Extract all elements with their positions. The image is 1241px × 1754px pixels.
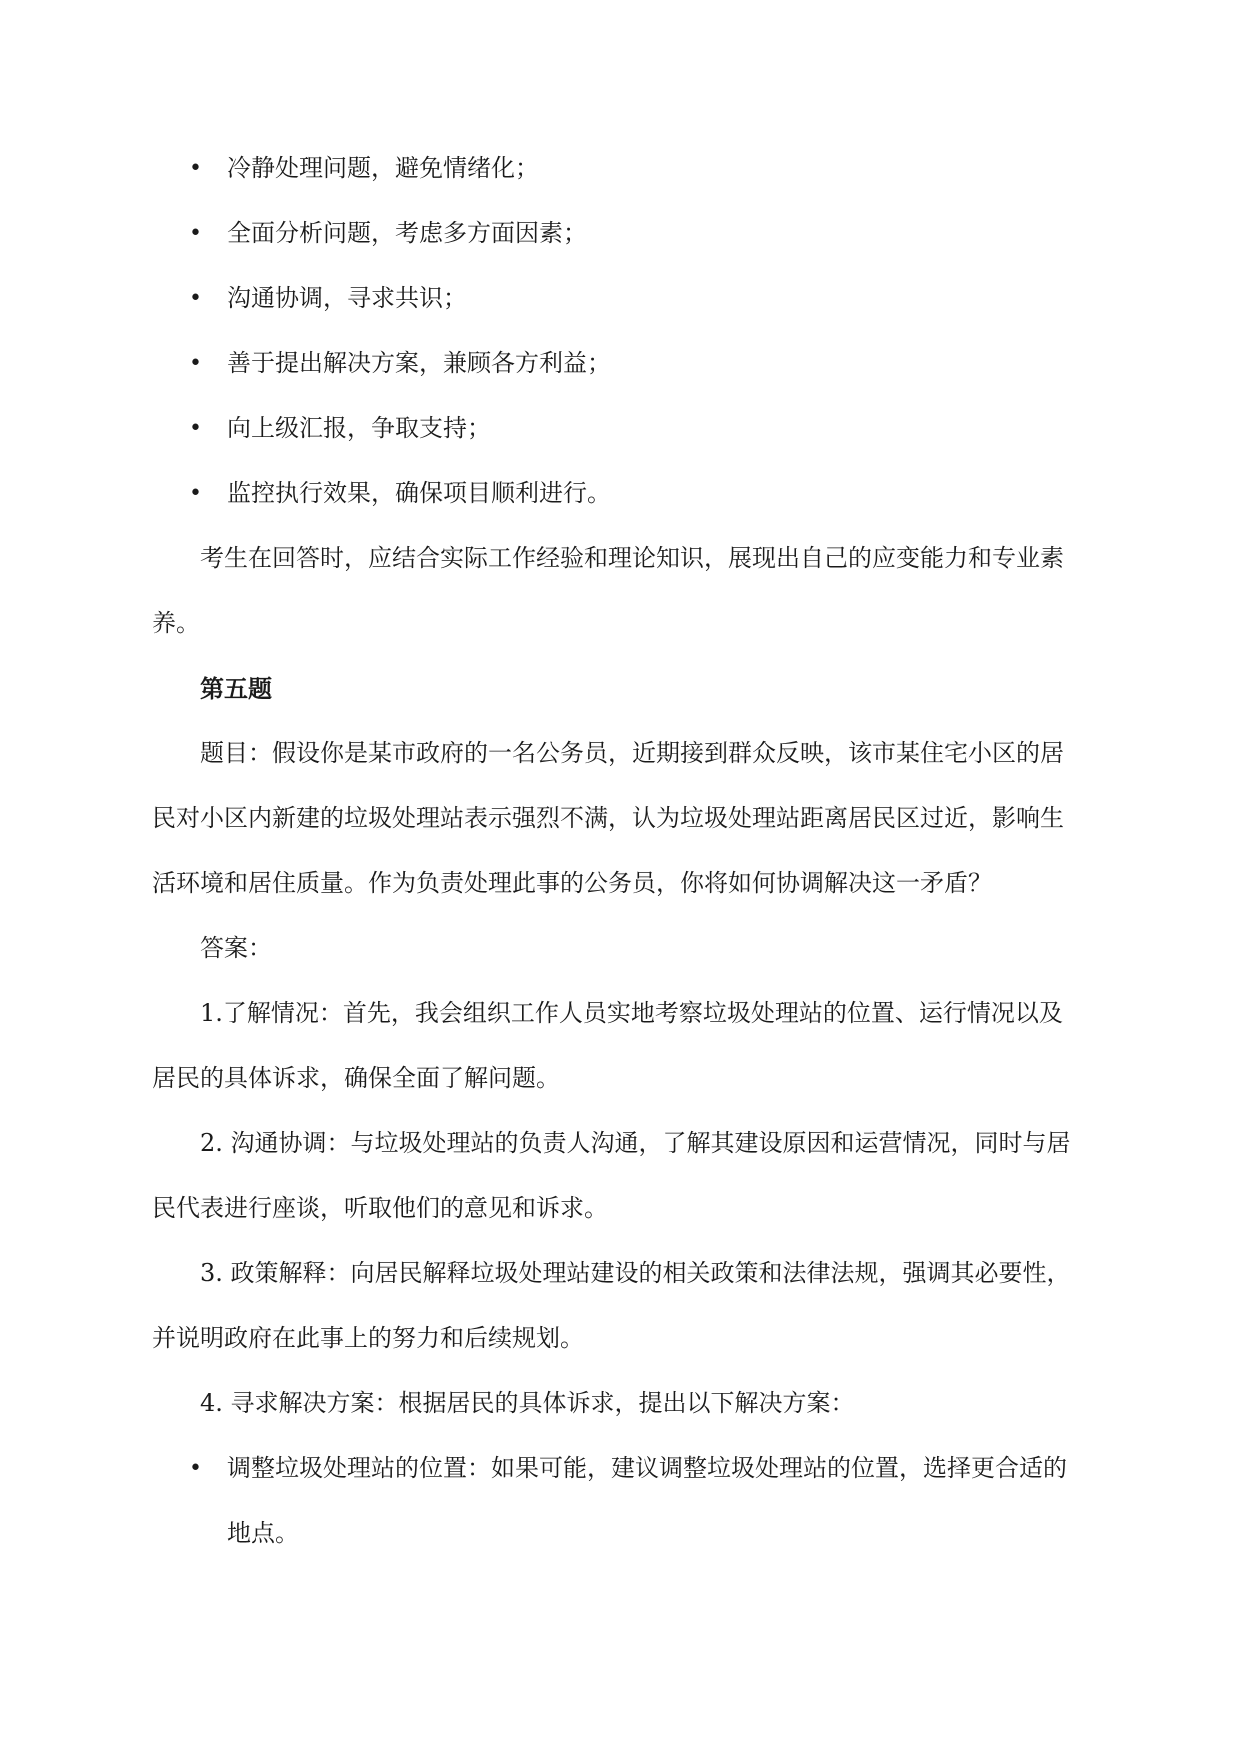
question-line-1: 题目：假设你是某市政府的一名公务员，近期接到群众反映，该市某住宅小区的居 <box>200 739 1064 767</box>
step-2-line-2: 民代表进行座谈，听取他们的意见和诉求。 <box>152 1194 608 1222</box>
bullet-icon: • <box>189 1456 202 1481</box>
step-1-line-1: 1.了解情况：首先，我会组织工作人员实地考察垃圾处理站的位置、运行情况以及 <box>200 999 1063 1027</box>
list-item-text: 全面分析问题，考虑多方面因素； <box>227 219 587 247</box>
list-item <box>152 266 1098 331</box>
list-item-text: 沟通协调，寻求共识； <box>227 284 467 312</box>
bullet-icon: • <box>189 416 202 441</box>
answer-label: 答案： <box>200 934 272 962</box>
list-item-text: 调整垃圾处理站的位置：如果可能，建议调整垃圾处理站的位置，选择更合适的 <box>227 1454 1067 1482</box>
bullet-icon: • <box>189 351 202 376</box>
bullet-icon: • <box>189 156 202 181</box>
list-item <box>152 461 1098 526</box>
step-4-line: 4. 寻求解决方案：根据居民的具体诉求，提出以下解决方案： <box>200 1389 855 1417</box>
question-line-3: 活环境和居住质量。作为负责处理此事的公务员，你将如何协调解决这一矛盾？ <box>152 869 992 897</box>
step-1-line-2: 居民的具体诉求，确保全面了解问题。 <box>152 1064 560 1092</box>
list-item-text: 冷静处理问题，避免情绪化； <box>227 154 539 182</box>
list-item <box>152 136 1098 201</box>
list-item-text: 向上级汇报，争取支持； <box>227 414 491 442</box>
step-3-line-1: 3. 政策解释：向居民解释垃圾处理站建设的相关政策和法律法规，强调其必要性， <box>200 1259 1071 1287</box>
step-3-line-2: 并说明政府在此事上的努力和后续规划。 <box>152 1324 584 1352</box>
list-item-text: 善于提出解决方案，兼顾各方利益； <box>227 349 611 377</box>
bullet-icon: • <box>189 286 202 311</box>
document-body <box>152 136 1098 1566</box>
conclusion-paragraph-line-1: 考生在回答时，应结合实际工作经验和理论知识，展现出自己的应变能力和专业素 <box>200 544 1064 572</box>
bullet-icon: • <box>189 221 202 246</box>
list-item-text: 监控执行效果，确保项目顺利进行。 <box>227 479 611 507</box>
list-item-continuation: 地点。 <box>227 1519 299 1547</box>
list-item <box>152 396 1098 461</box>
list-item <box>152 331 1098 396</box>
section-heading: 第五题 <box>200 674 272 703</box>
list-item <box>152 201 1098 266</box>
conclusion-paragraph-line-2: 养。 <box>152 609 200 637</box>
bullet-icon: • <box>189 481 202 506</box>
step-2-line-1: 2. 沟通协调：与垃圾处理站的负责人沟通，了解其建设原因和运营情况，同时与居 <box>200 1129 1071 1157</box>
list-item <box>152 1436 1098 1501</box>
question-line-2: 民对小区内新建的垃圾处理站表示强烈不满，认为垃圾处理站距离居民区过近，影响生 <box>152 804 1064 832</box>
